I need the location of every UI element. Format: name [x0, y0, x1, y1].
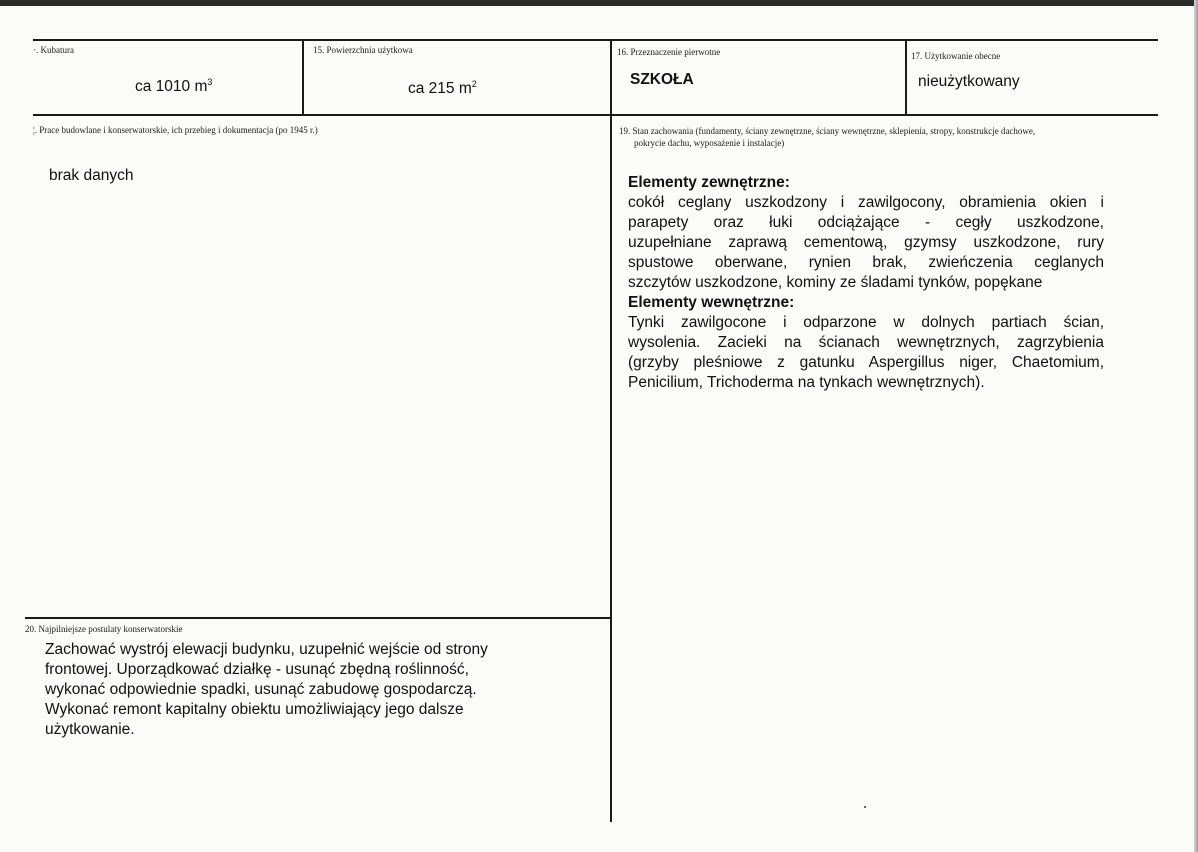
int-line: Tynki zawilgocone i odparzone w dolnych partiach ścian,	[628, 314, 1104, 331]
postulaty-line: wykonać odpowiednie spadki, usunąć zabudowę gospodarczą.	[45, 681, 477, 698]
scan-speck	[864, 806, 866, 808]
powierzchnia-unit-exponent: 2	[471, 79, 477, 89]
kubatura-number: ca 1010 m	[135, 78, 208, 95]
kubatura-label: ·. Kubatura	[33, 45, 74, 55]
ext-line: spustowe oberwane, rynien brak, zwieńczenia ceglanych	[628, 254, 1104, 271]
stan-text-block	[628, 173, 1104, 393]
powierzchnia-number: ca 215 m	[408, 80, 472, 97]
scan-edge-top	[0, 0, 1198, 6]
int-line: (grzyby pleśniowe z gatunku Aspergillus niger, Chaetomium,	[628, 354, 1104, 371]
ext-line: cokół ceglany uszkodzony i zawilgocony, obramienia okien i	[628, 194, 1104, 211]
rule-row1-bottom	[33, 114, 1158, 116]
rule-postulaty-top	[25, 617, 612, 619]
kubatura-value	[135, 77, 212, 96]
heading-elementy-wewnetrzne: Elementy wewnętrzne:	[628, 294, 795, 311]
prace-value: brak danych	[49, 167, 134, 184]
int-line: Penicilium, Trichoderma na tynkach wewnętrznych).	[628, 374, 985, 391]
divider-1	[302, 39, 304, 116]
kubatura-unit-exponent: 3	[207, 77, 213, 87]
uzytkowanie-value: nieużytkowany	[918, 73, 1020, 90]
postulaty-line: użytkowanie.	[45, 721, 135, 738]
postulaty-line: Zachować wystrój elewacji budynku, uzupełnić wejście od strony	[45, 641, 488, 658]
postulaty-text-block	[45, 640, 545, 740]
powierzchnia-label: 15. Powierzchnia użytkowa	[313, 45, 413, 55]
ext-line: szczytów uszkodzone, kominy ze śladami tynków, popękane	[628, 274, 1043, 291]
postulaty-line: Wykonać remont kapitalny obiektu umożliwiający jego dalsze	[45, 701, 464, 718]
postulaty-label: 20. Najpilniejsze postulaty konserwatorskie	[25, 624, 183, 634]
uzytkowanie-label: 17. Użytkowanie obecne	[911, 51, 1001, 61]
divider-main	[610, 39, 612, 822]
powierzchnia-value	[408, 79, 477, 98]
przeznaczenie-label: 16. Przeznaczenie pierwotne	[617, 47, 721, 57]
int-line: wysolenia. Zacieki na ścianach wewnętrznych, zagrzybienia	[628, 334, 1104, 351]
rule-top	[33, 39, 1158, 41]
prace-label: ¦. Prace budowlane i konserwatorskie, ich przebieg i dokumentacja (po 1945 r.)	[33, 125, 318, 135]
heading-elementy-zewnetrzne: Elementy zewnętrzne:	[628, 174, 790, 191]
przeznaczenie-value: SZKOŁA	[630, 71, 694, 88]
ext-line: parapety oraz łuki odciążające - cegły uszkodzone,	[628, 214, 1104, 231]
postulaty-line: frontowej. Uporządkować działkę - usunąć zbędną roślinność,	[45, 661, 469, 678]
ext-line: uzupełniane zaprawą cementową, gzymsy uszkodzone, rury	[628, 234, 1104, 251]
divider-3	[905, 39, 907, 116]
stan-label-line1: 19. Stan zachowania (fundamenty, ściany zewnętrzne, ściany wewnętrzne, sklepienia, stropy, konstrukcje dachowe,	[619, 126, 1036, 136]
stan-label-line2: pokrycie dachu, wyposażenie i instalacje)	[634, 138, 785, 148]
scan-edge-right	[1194, 0, 1198, 852]
